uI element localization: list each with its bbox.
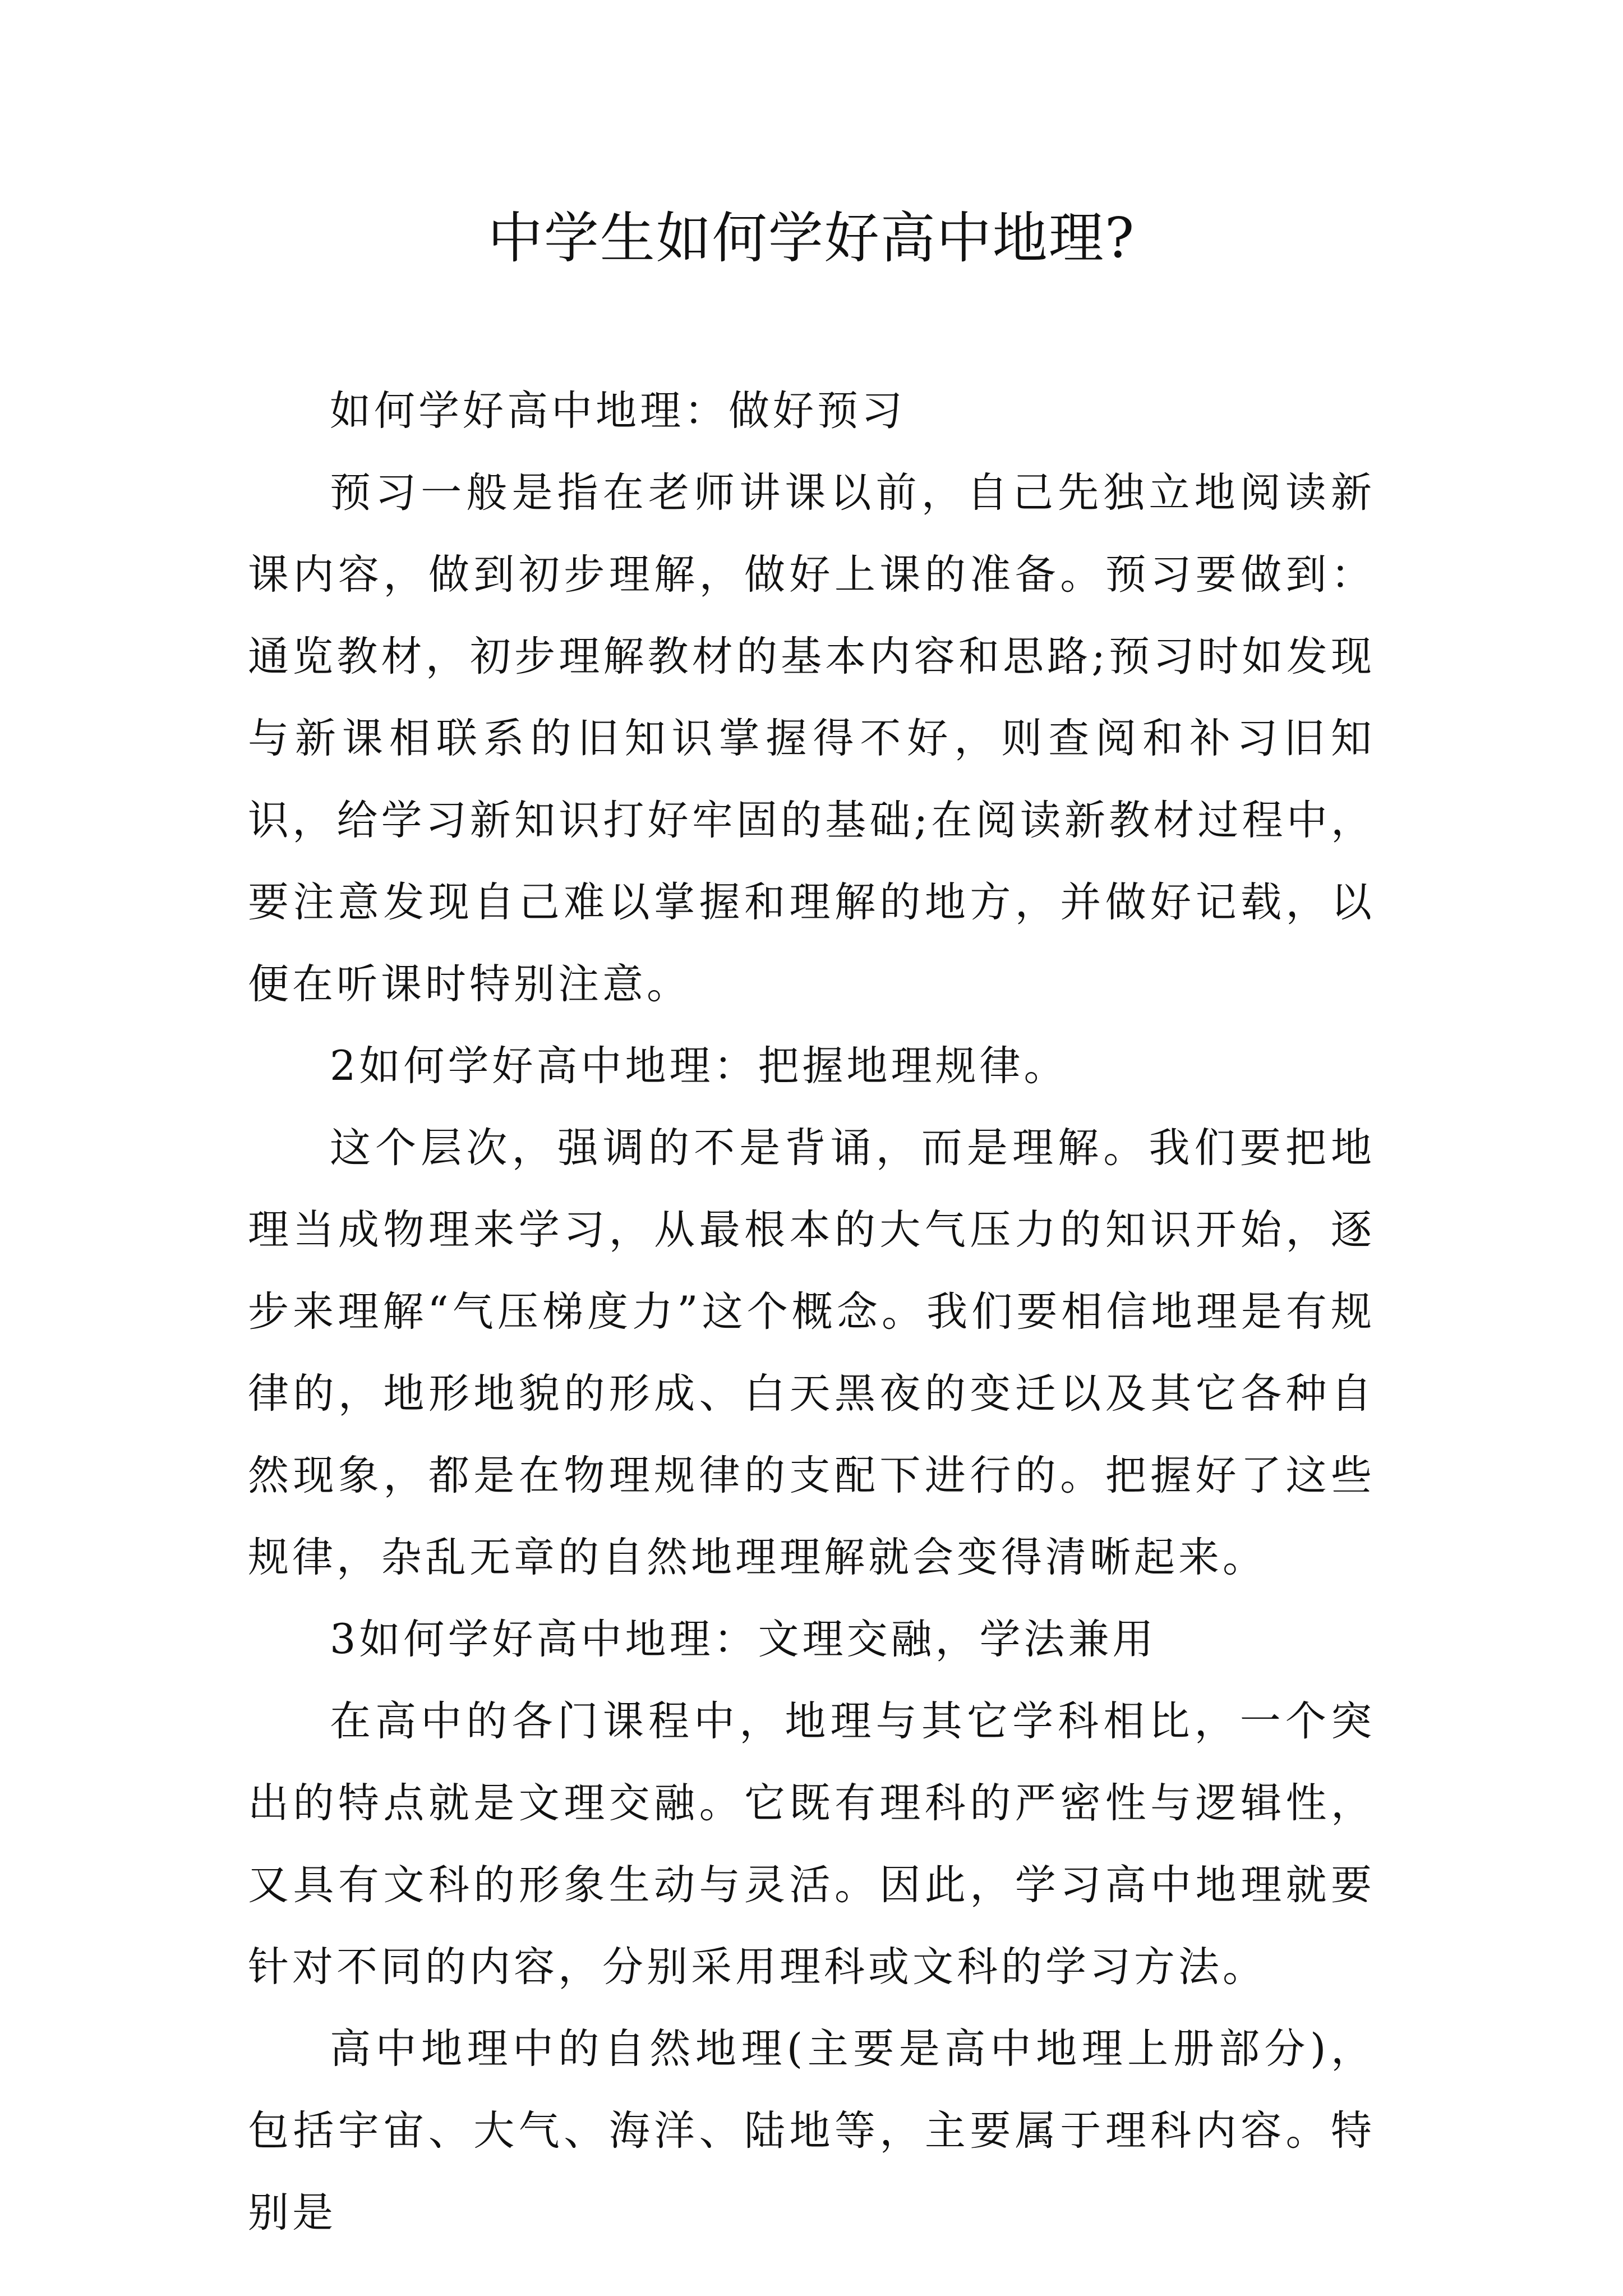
paragraph-preview: 预习一般是指在老师讲课以前，自己先独立地阅读新课内容，做到初步理解，做好上课的准备。预习要做到：通览教材，初步理解教材的基本内容和思路;预习时如发现与新课相联系的旧知识掌握得不好，则查阅和补习旧知识，给学习新知识打好牢固的基础;在阅读新教材过程中，要注意发现自己难以掌握和理解的地方，并做好记载，以便在听课时特别注意。: [248, 469, 1375, 1008]
document-body: [248, 370, 1375, 2254]
section-heading-arts-science: 3如何学好高中地理：文理交融，学法兼用: [330, 1616, 1157, 1663]
section-heading-rules: 2如何学好高中地理：把握地理规律。: [330, 1042, 1068, 1090]
paragraph-arts-science: 在高中的各门课程中，地理与其它学科相比，一个突出的特点就是文理交融。它既有理科的严密性与逻辑性，又具有文科的形象生动与灵活。因此，学习高中地理就要针对不同的内容，分别采用理科或文科的学习方法。: [248, 1697, 1375, 1991]
paragraph-rules: 这个层次，强调的不是背诵，而是理解。我们要把地理当成物理来学习，从最根本的大气压力的知识开始，逐步来理解“气压梯度力”这个概念。我们要相信地理是有规律的，地形地貌的形成、白天黑夜的变迁以及其它各种自然现象，都是在物理规律的支配下进行的。把握好了这些规律，杂乱无章的自然地理理解就会变得清晰起来。: [248, 1124, 1375, 1581]
document-title: 中学生如何学好高中地理?: [487, 206, 1136, 270]
section-heading-preview: 如何学好高中地理：做好预习: [330, 387, 906, 435]
paragraph-physical-geography: 高中地理中的自然地理(主要是高中地理上册部分)，包括宇宙、大气、海洋、陆地等，主要属于理科内容。特别是: [248, 2025, 1375, 2237]
